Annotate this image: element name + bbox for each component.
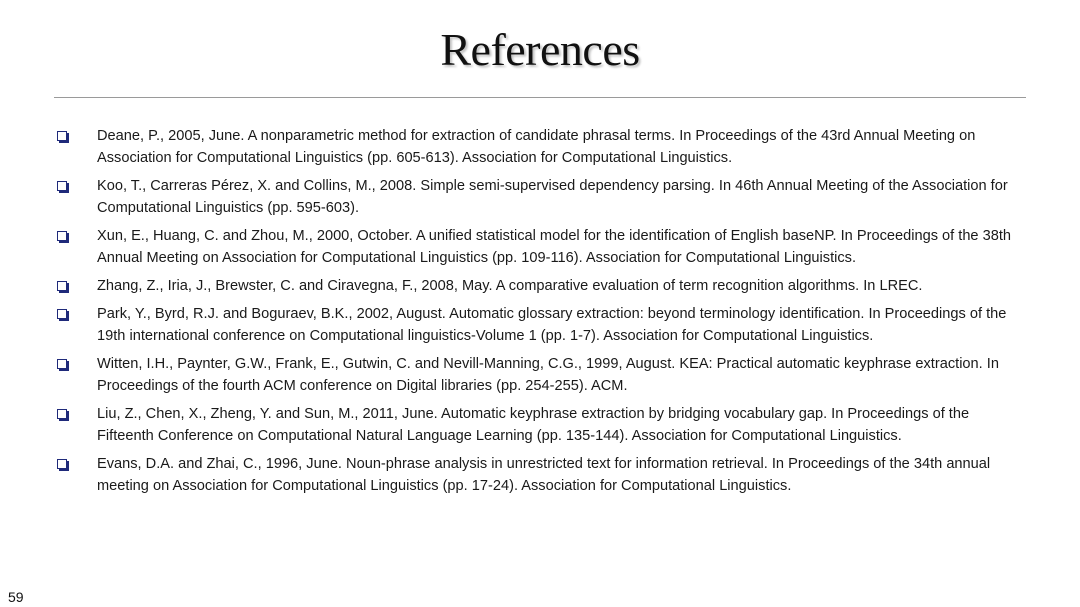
square-bullet-icon: [57, 309, 67, 319]
square-bullet-icon: [57, 181, 67, 191]
page-number: 59: [8, 589, 24, 605]
reference-text: Liu, Z., Chen, X., Zheng, Y. and Sun, M., 2011, June. Automatic keyphrase extraction by bridging vocabulary gap. In Proceedings of the Fifteenth Conference on Computational Natural Language Learning (pp. 135-144). Association for Computational Linguistics.: [97, 406, 970, 444]
reference-item: [54, 403, 1016, 447]
title-divider: [54, 97, 1026, 98]
reference-text: Koo, T., Carreras Pérez, X. and Collins, M., 2008. Simple semi-supervised dependency parsing. In 46th Annual Meeting of the Association for Computational Linguistics (pp. 595-603).: [97, 178, 1008, 216]
square-bullet-icon: [57, 409, 67, 419]
reference-text: Evans, D.A. and Zhai, C., 1996, June. Noun-phrase analysis in unrestricted text for information retrieval. In Proceedings of the 34th annual meeting on Association for Computational Linguistics (pp. 17-24). Association for Computational Linguistics.: [97, 456, 991, 494]
reference-item: [54, 353, 1016, 397]
reference-item: [54, 453, 1016, 497]
square-bullet-icon: [57, 131, 67, 141]
reference-text: Witten, I.H., Paynter, G.W., Frank, E., Gutwin, C. and Nevill-Manning, C.G., 1999, August. KEA: Practical automatic keyphrase extraction. In Proceedings of the fourth ACM conference on Digital libraries (pp. 254-255). ACM.: [97, 356, 999, 394]
reference-item: [54, 303, 1016, 347]
square-bullet-icon: [57, 231, 67, 241]
reference-item: [54, 175, 1016, 219]
square-bullet-icon: [57, 281, 67, 291]
reference-list: [54, 125, 1016, 503]
square-bullet-icon: [57, 459, 67, 469]
square-bullet-icon: [57, 359, 67, 369]
reference-text: Park, Y., Byrd, R.J. and Boguraev, B.K., 2002, August. Automatic glossary extraction: beyond terminology identification. In Proceedings of the 19th international conference on Computational linguistics-Volume 1 (pp. 1-7). Association for Computational Linguistics.: [97, 306, 1007, 344]
reference-text: Deane, P., 2005, June. A nonparametric method for extraction of candidate phrasal terms. In Proceedings of the 43rd Annual Meeting on Association for Computational Linguistics (pp. 605-613). Association for Computational Linguistics.: [97, 128, 976, 166]
reference-text: Xun, E., Huang, C. and Zhou, M., 2000, October. A unified statistical model for the identification of English baseNP. In Proceedings of the 38th Annual Meeting on Association for Computational Linguistics (pp. 109-116). Association for Computational Linguistics.: [97, 228, 1012, 266]
reference-item: [54, 225, 1016, 269]
reference-text: Zhang, Z., Iria, J., Brewster, C. and Ciravegna, F., 2008, May. A comparative evaluation of term recognition algorithms. In LREC.: [97, 278, 923, 294]
reference-item: [54, 125, 1016, 169]
reference-item: [54, 275, 1016, 297]
slide-title: References: [440, 24, 640, 75]
